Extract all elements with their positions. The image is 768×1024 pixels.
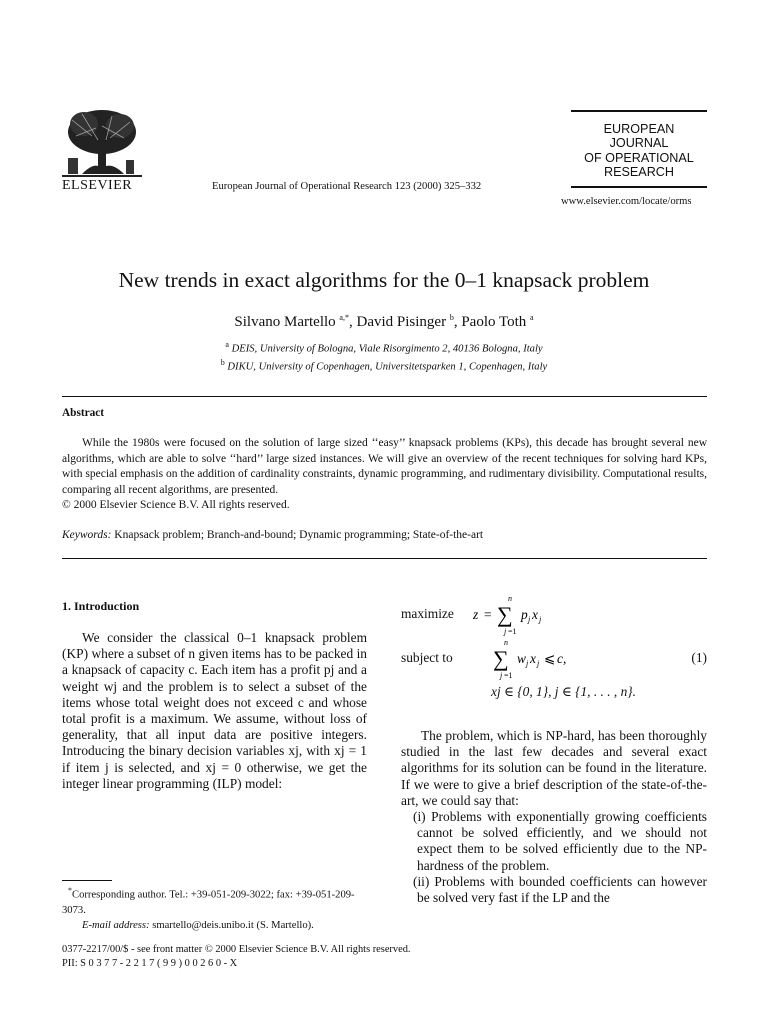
journal-logo-bottom-rule (571, 186, 707, 188)
svg-text:∑: ∑ (497, 602, 513, 627)
author-affiliation-mark: b (449, 313, 454, 322)
paper-title: New trends in exact algorithms for the 0–1 knapsack problem (118, 268, 650, 292)
intro-paragraph (62, 630, 367, 792)
author-affiliation-mark: a (530, 313, 534, 322)
objective-formula (471, 590, 571, 640)
svg-text:c: c (557, 651, 563, 666)
section-heading: 1. Introduction (62, 599, 140, 613)
right-paragraph: The problem, which is NP-hard, has been thoroughly studied in the last few decades and several exact algorithms for its solution can be found in the literature. If we were to give a brief description of the state-of-the-art, we could say that: (401, 728, 707, 808)
svg-text:=1: =1 (508, 627, 517, 636)
ilp-model (401, 590, 707, 700)
right-column-text (401, 728, 707, 906)
footnote-email-line (62, 918, 367, 933)
footnote-email[interactable]: smartello@deis.unibo.it (S. Martello). (152, 920, 314, 932)
affiliation-mark: b (220, 357, 225, 367)
svg-text:w: w (517, 651, 526, 666)
keywords (62, 529, 707, 541)
footnote-email-label: E-mail address: (82, 920, 150, 932)
journal-logo-top-rule (571, 110, 707, 112)
abstract-bottom-rule (62, 558, 707, 559)
journal-logo (571, 122, 707, 180)
svg-text:p: p (521, 607, 528, 622)
constraint-formula (491, 634, 601, 684)
svg-text:=: = (484, 607, 492, 622)
abstract-top-rule (62, 396, 707, 397)
domain-constraint: xj ∈ {0, 1}, j ∈ {1, . . . , n}. (491, 684, 637, 699)
svg-text:j: j (539, 615, 542, 624)
journal-logo-line: RESEARCH (604, 165, 674, 180)
svg-text:n: n (504, 638, 508, 647)
svg-text:j: j (500, 671, 503, 680)
svg-text:x: x (530, 651, 536, 666)
abstract-heading: Abstract (62, 407, 105, 419)
footnote-rule (62, 880, 112, 881)
svg-text:x: x (532, 607, 538, 622)
subject-to-label: subject to (401, 650, 453, 665)
journal-logo-line: JOURNAL (609, 136, 669, 151)
affiliations (0, 338, 768, 373)
journal-citation: European Journal of Operational Research 123 (2000) 325–332 (212, 181, 482, 192)
author-name: Paolo Toth (461, 314, 527, 330)
affiliation-text: DEIS, University of Bologna, Viale Risorgimento 2, 40136 Bologna, Italy (231, 343, 543, 355)
author-affiliation-mark: a,* (339, 313, 349, 322)
author-name: Silvano Martello (234, 314, 336, 330)
journal-logo-line: EUROPEAN (603, 122, 675, 136)
footnote-text: Corresponding author. Tel.: +39-051-209-3022; fax: +39-051-209-3073. (62, 889, 355, 916)
svg-text:=1: =1 (504, 671, 513, 680)
elsevier-tree-icon (62, 106, 142, 182)
footnote (62, 883, 367, 934)
list-item: (i) Problems with exponentially growing coefficients cannot be solved efficiently, and we should not expect them to be solved efficiently due to the NP-hardness of the problem. (413, 809, 707, 873)
footer-line: 0377-2217/00/$ - see front matter © 2000 Elsevier Science B.V. All rights reserved. (62, 944, 411, 955)
affiliation-mark: a (225, 340, 229, 349)
author-name: David Pisinger (356, 314, 447, 330)
svg-text:,: , (563, 651, 567, 666)
affiliation-text: DIKU, University of Copenhagen, Universitetsparken 1, Copenhagen, Italy (227, 361, 548, 373)
journal-url[interactable]: www.elsevier.com/locate/orms (561, 196, 692, 207)
list-item: (ii) Problems with bounded coefficients can however be solved very fast if the LP and the (413, 873, 707, 906)
svg-text:∑: ∑ (493, 646, 509, 671)
equation-number: (1) (691, 650, 707, 665)
abstract-body (62, 436, 707, 514)
keywords-label: Keywords: (62, 529, 112, 541)
author-list: Silvano Martello $^{a,*}$, David Pisinger $^b$, Paolo Toth $^a$ (234, 313, 534, 330)
abstract-copyright: © 2000 Elsevier Science B.V. All rights reserved. (62, 499, 290, 512)
publisher-name: ELSEVIER (62, 178, 133, 193)
affiliation-line (0, 338, 768, 356)
elsevier-logo (62, 106, 142, 182)
intro-text: We consider the classical 0–1 knapsack problem (KP) where a subset of n given items has to be packed in a knapsack of capacity c. Each item has a profit pj and a weight wj and the problem is to select a subset of the items whose total weight does not exceed c and whose total profit is a maximum. We assume, without loss of generality, that all input data are positive integers. Introducing the binary decision variables xj, with xj = 1 if item j is selected, and xj = 0 otherwise, we get the integer linear programming (ILP) model: (62, 630, 367, 791)
svg-text:j: j (528, 615, 531, 624)
journal-logo-line: OF OPERATIONAL (584, 150, 694, 165)
svg-text:j: j (526, 659, 529, 668)
svg-text:j: j (504, 627, 507, 636)
abstract-text: While the 1980s were focused on the solution of large sized ‘‘easy’’ knapsack problems (KPs), this decade has brought several new algorithms, which are able to solve ‘‘hard’’ large sized instances. We will give an overview of the recent techniques for solving hard KPs, with special emphasis on the addition of cardinality constraints, dynamic programming, and rudimentary divisibility. Computational results, comparing all recent algorithms, are presented. (62, 437, 707, 496)
svg-text:z: z (473, 607, 479, 622)
affiliation-line (0, 356, 768, 374)
page-footer (62, 943, 411, 971)
maximize-label: maximize (401, 606, 454, 621)
svg-text:n: n (508, 594, 512, 603)
footnote-mark: * (68, 886, 72, 895)
keywords-text: Knapsack problem; Branch-and-bound; Dynamic programming; State-of-the-art (114, 529, 484, 541)
footnote-text-line (62, 883, 367, 918)
svg-text:⩽: ⩽ (544, 651, 556, 666)
footer-line: PII: S 0 3 7 7 - 2 2 1 7 ( 9 9 ) 0 0 2 6 0 - X (62, 958, 238, 969)
svg-text:j: j (537, 659, 540, 668)
